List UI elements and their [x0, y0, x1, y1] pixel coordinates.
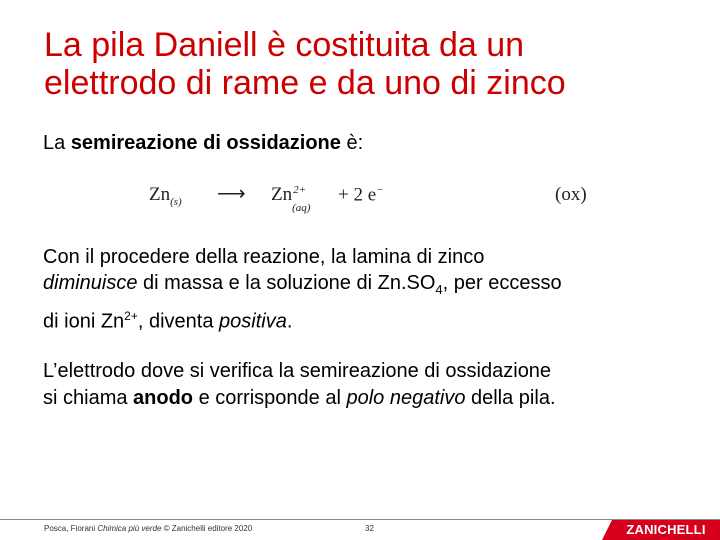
equation-tag: (ox) [555, 184, 587, 205]
p2-line3: di ioni $Zn^{2+}$, diventa positiva. [43, 309, 293, 333]
publisher-logo: ZANICHELLI [612, 520, 720, 540]
intro-text [43, 130, 363, 156]
p3-line1: L’elettrodo dove si verifica la semireazione di ossidazione [43, 360, 552, 382]
p2-line2: diminuisce di massa e la soluzione di $Zn.SO_4$, per eccesso [43, 272, 562, 297]
equation-electrons: + 2 e− [338, 184, 384, 206]
logo-notch [602, 520, 612, 540]
p3-line2: si chiama anodo e corrisponde al polo negativo della pila. [43, 387, 556, 409]
slide-title [44, 26, 684, 102]
title-line-1: La pila Daniell è costituita da un [44, 26, 525, 64]
title-line-2: elettrodo di rame e da uno di zinco [44, 64, 566, 102]
equation-product: Zn 2+ (aq) [271, 184, 311, 214]
paragraph-anode [43, 358, 683, 412]
intro-suffix: è: [340, 132, 364, 154]
p2-line1: Con il procedere della reazione, la lamina di zinco [43, 246, 485, 268]
intro-prefix: La [43, 132, 71, 154]
paragraph-zinc [43, 244, 683, 335]
page-number: 32 [365, 524, 374, 533]
equation-reactant: $Zn_{(s)}$ [149, 184, 182, 208]
oxidation-equation [145, 178, 605, 218]
equation-arrow: ⟶ [217, 183, 246, 205]
footer-credit: Posca, Fiorani Chimica più verde © Zanichelli editore 2020 [44, 524, 253, 533]
intro-bold: semireazione di ossidazione [70, 132, 341, 154]
